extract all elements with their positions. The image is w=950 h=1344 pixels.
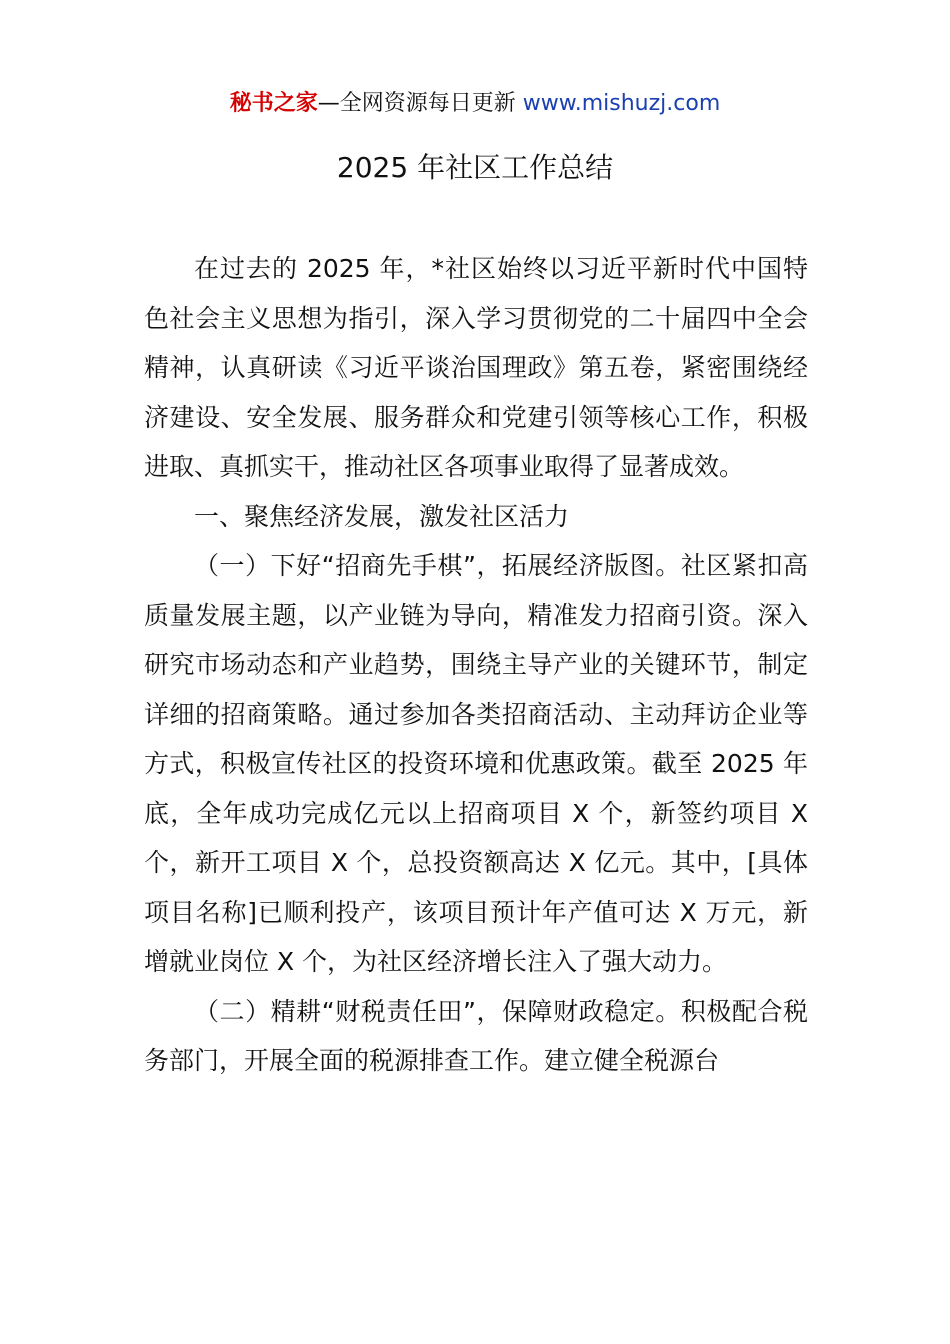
document-body bbox=[144, 244, 808, 1086]
site-brand: 秘书之家 bbox=[229, 91, 318, 116]
site-url-link[interactable]: www.mishuzj.com bbox=[522, 91, 721, 116]
paragraph-intro: 在过去的 2025 年，*社区始终以习近平新时代中国特色社会主义思想为指引，深入学习贯彻党的二十届四中全会精神，认真研读《习近平谈治国理政》第五卷，紧密围绕经济建设、安全发展、服务群众和党建引领等核心工作，积极进取、真抓实干，推动社区各项事业取得了显著成效。 bbox=[144, 254, 808, 481]
section-heading-1: 一、聚焦经济发展，激发社区活力 bbox=[194, 501, 570, 531]
document-title: 2025 年社区工作总结 bbox=[336, 151, 614, 184]
paragraph-subsection-2: （二）精耕“财税责任田”，保障财政稳定。积极配合税务部门，开展全面的税源排查工作。建立健全税源台 bbox=[144, 996, 808, 1075]
site-header bbox=[0, 88, 950, 120]
site-tagline: —全网资源每日更新 bbox=[317, 91, 516, 116]
paragraph-subsection-1: （一）下好“招商先手棋”，拓展经济版图。社区紧扣高质量发展主题，以产业链为导向，精准发力招商引资。深入研究市场动态和产业趋势，围绕主导产业的关键环节，制定详细的招商策略。通过参加各类招商活动、主动拜访企业等方式，积极宣传社区的投资环境和优惠政策。截至 2025 年底，全年成功完成亿元以上招商项目 X 个，新签约项目 X 个，新开工项目 X 个，总投资额高达 X 亿元。其中，[具体项目名称]已顺利投产，该项目预计年产值可达 X 万元，新增就业岗位 X 个，为社区经济增长注入了强大动力。 bbox=[144, 551, 808, 976]
